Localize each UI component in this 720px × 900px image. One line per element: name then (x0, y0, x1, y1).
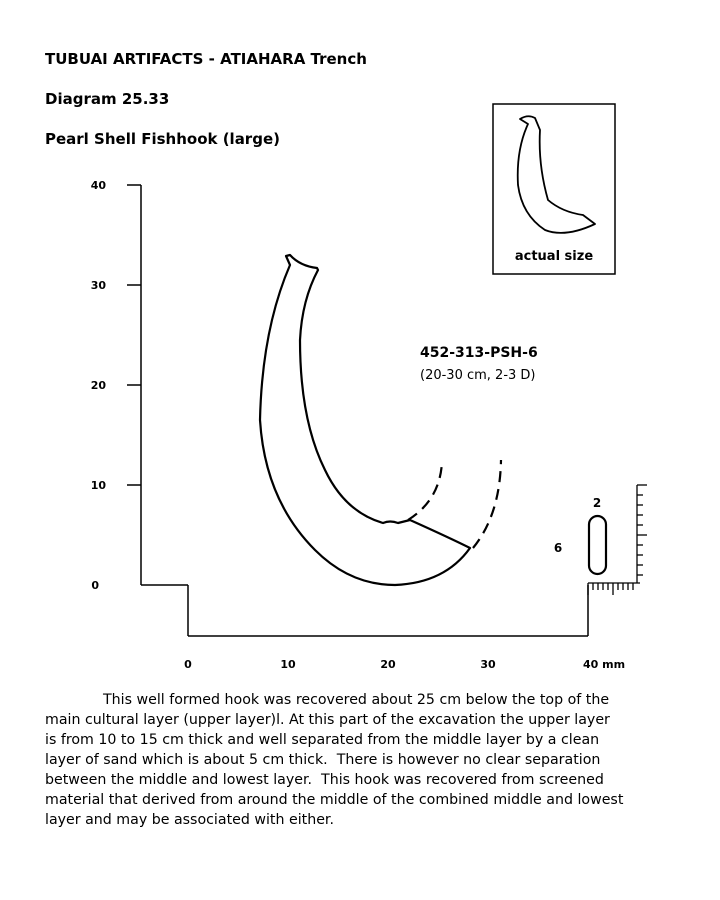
description-paragraph (45, 690, 685, 830)
actual-size-inset (493, 104, 615, 274)
description-line: layer and may be associated with either. (45, 812, 334, 828)
cross-section (554, 496, 606, 574)
cross-section-height-label: 6 (553, 541, 563, 555)
diagram-number: Diagram 25.33 (45, 90, 170, 108)
fishhook-outline (260, 255, 470, 585)
fishhook-reconstruction-outer (473, 460, 501, 548)
description-line: is from 10 to 15 cm thick and well separated from the middle layer by a clean (45, 732, 600, 748)
x-tick-label: 40 mm (583, 658, 626, 671)
fishhook-reconstruction-inner (408, 462, 442, 520)
description-line: main cultural layer (upper layer)l. At this part of the excavation the upper layer (45, 712, 610, 728)
cross-section-width-label: 2 (592, 496, 602, 510)
x-tick-label: 20 (380, 658, 396, 671)
x-tick-label: 10 (280, 658, 296, 671)
y-axis (127, 185, 188, 636)
y-tick-label: 0 (91, 579, 99, 592)
y-tick-label: 10 (90, 479, 106, 492)
description-line: material that derived from around the middle of the combined middle and lowest (45, 792, 624, 808)
specimen-id: 452-313-PSH-6 (420, 345, 538, 361)
x-tick-label: 30 (480, 658, 496, 671)
y-tick-labels (91, 179, 107, 592)
description-line: This well formed hook was recovered about 25 cm below the top of the (103, 692, 610, 708)
y-tick-label: 20 (90, 379, 106, 392)
artifact-subtitle: Pearl Shell Fishhook (large) (45, 130, 280, 148)
specimen-context: (20-30 cm, 2-3 D) (420, 368, 536, 383)
actual-size-label: actual size (514, 249, 594, 264)
y-tick-label: 30 (90, 279, 106, 292)
y-tick-label: 40 (90, 179, 106, 192)
x-tick-labels (184, 658, 625, 671)
description-line: between the middle and lowest layer. This hook was recovered from screened (45, 772, 604, 788)
fishhook-actual-size (518, 116, 595, 233)
description-line: layer of sand which is about 5 cm thick. There is however no clear separation (45, 752, 601, 768)
page-title: TUBUAI ARTIFACTS - ATIAHARA Trench (45, 50, 367, 68)
x-axis (188, 585, 588, 636)
x-tick-label: 0 (184, 658, 192, 671)
